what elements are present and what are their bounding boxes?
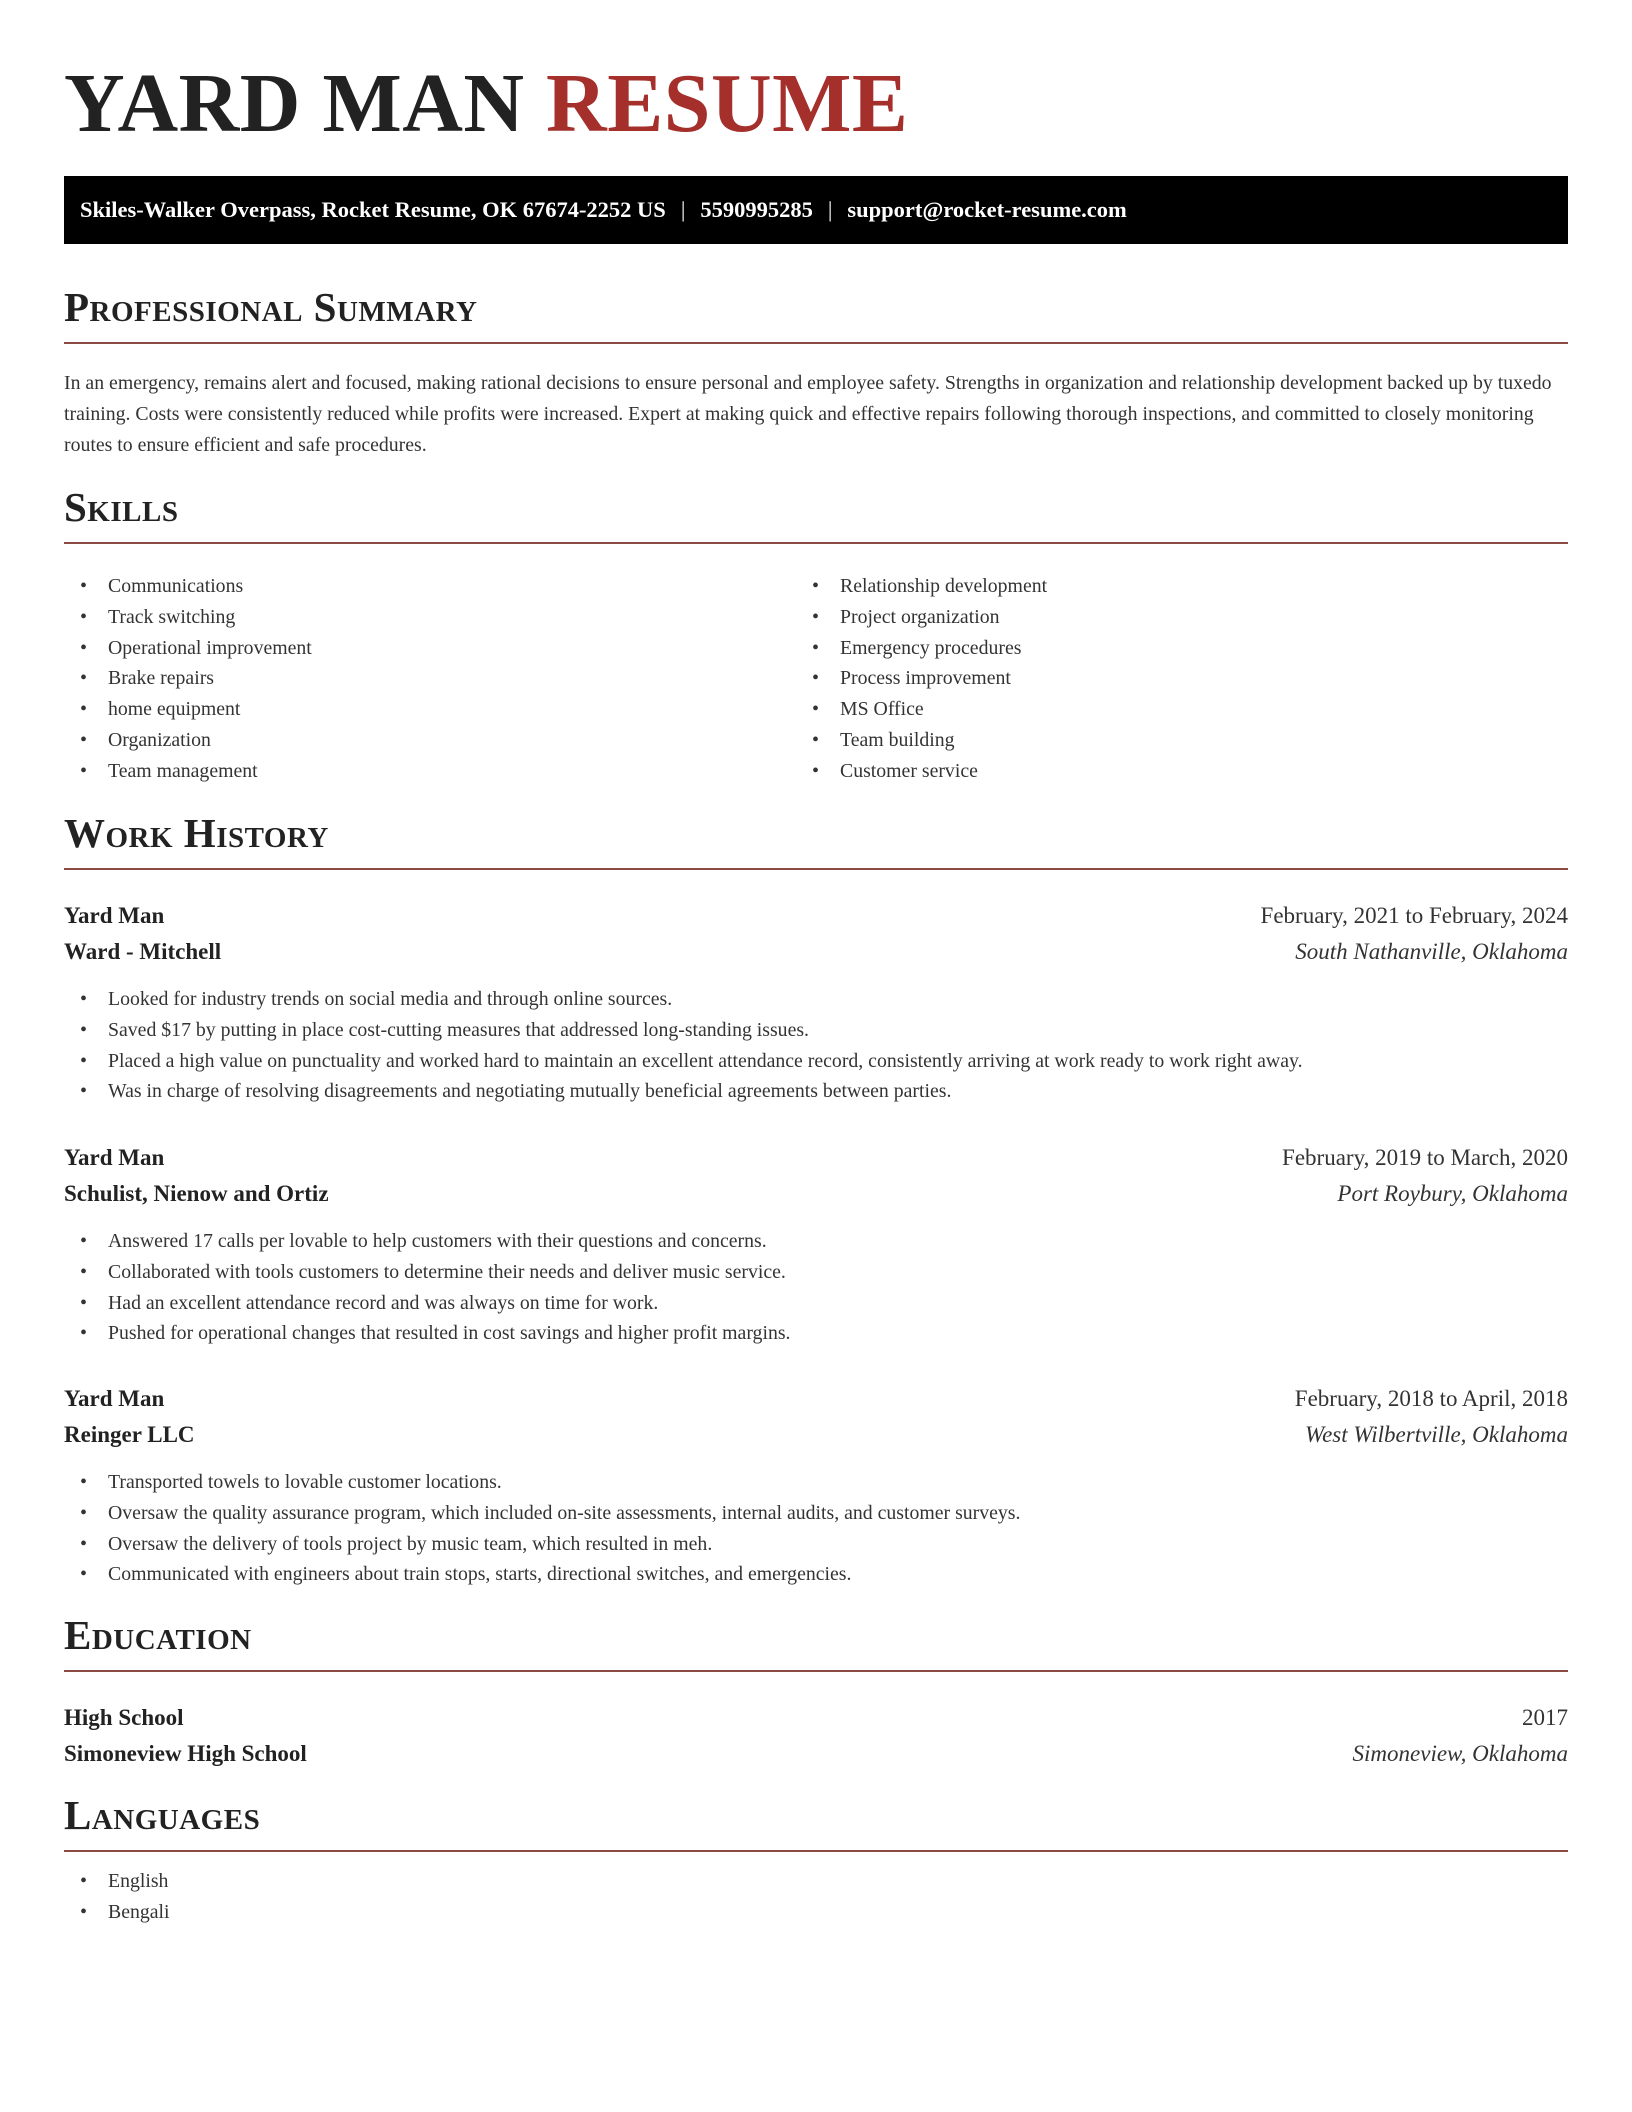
job-title: Yard Man — [64, 1145, 165, 1170]
job-dates: February, 2021 to February, 2024 — [1260, 903, 1568, 928]
skills-list-right — [796, 571, 1047, 787]
skill-item: • Team building — [796, 725, 1047, 756]
skill-item: • Communications — [64, 571, 312, 602]
contact-phone[interactable]: 5590995285 — [700, 197, 813, 222]
job-header — [64, 1140, 1568, 1176]
job-bullet: • Had an excellent attendance record and was always on time for work. — [64, 1288, 1568, 1319]
contact-email[interactable]: support@rocket-resume.com — [847, 197, 1127, 222]
job-header — [64, 1381, 1568, 1417]
skill-item: • Project organization — [796, 602, 1047, 633]
education-subheader — [64, 1736, 1568, 1772]
skill-item: • Brake repairs — [64, 663, 312, 694]
title-main: YARD MAN — [64, 57, 525, 150]
skill-item: • Customer service — [796, 756, 1047, 787]
job-bullet: • Oversaw the quality assurance program, which included on-site assessments, internal audits, and customer surveys. — [64, 1498, 1568, 1529]
languages-list — [64, 1866, 170, 1928]
job-bullet: • Oversaw the delivery of tools project by music team, which resulted in meh. — [64, 1529, 1568, 1560]
languages-heading: Languages — [64, 1790, 1568, 1852]
education-header — [64, 1700, 1568, 1736]
contact-bar — [64, 176, 1568, 244]
job-bullet: • Communicated with engineers about train stops, starts, directional switches, and emergencies. — [64, 1559, 1568, 1590]
education-location: Simoneview, Oklahoma — [1352, 1741, 1568, 1766]
education-heading: Education — [64, 1610, 1568, 1672]
summary-heading: Professional Summary — [64, 282, 1568, 344]
language-item: • Bengali — [64, 1897, 170, 1928]
job-bullet: • Looked for industry trends on social media and through online sources. — [64, 984, 1568, 1015]
job-bullets — [64, 1467, 1568, 1590]
job-dates: February, 2019 to March, 2020 — [1282, 1145, 1568, 1170]
education-year: 2017 — [1522, 1705, 1568, 1730]
work-heading: Work History — [64, 808, 1568, 870]
job-location: South Nathanville, Oklahoma — [1295, 939, 1568, 964]
job-company: Schulist, Nienow and Ortiz — [64, 1181, 329, 1206]
job-title: Yard Man — [64, 903, 165, 928]
job-dates: February, 2018 to April, 2018 — [1294, 1386, 1568, 1411]
contact-separator: | — [680, 197, 686, 222]
skill-item: • Emergency procedures — [796, 633, 1047, 664]
job-bullet: • Collaborated with tools customers to determine their needs and deliver music service. — [64, 1257, 1568, 1288]
job-location: West Wilbertville, Oklahoma — [1305, 1422, 1568, 1447]
contact-address: Skiles-Walker Overpass, Rocket Resume, OK 67674-2252 US — [80, 197, 666, 222]
job-header — [64, 898, 1568, 934]
skill-item: • Track switching — [64, 602, 312, 633]
job-subheader — [64, 1417, 1568, 1453]
skills-list-left — [64, 571, 312, 787]
skills-heading: Skills — [64, 482, 1568, 544]
job-company: Ward - Mitchell — [64, 939, 222, 964]
resume-title — [64, 56, 908, 152]
education-school: Simoneview High School — [64, 1741, 307, 1766]
skill-item: • Operational improvement — [64, 633, 312, 664]
job-company: Reinger LLC — [64, 1422, 195, 1447]
job-bullet: • Saved $17 by putting in place cost-cutting measures that addressed long-standing issues. — [64, 1015, 1568, 1046]
job-title: Yard Man — [64, 1386, 165, 1411]
education-degree: High School — [64, 1705, 184, 1730]
skill-item: • home equipment — [64, 694, 312, 725]
job-bullet: • Answered 17 calls per lovable to help customers with their questions and concerns. — [64, 1226, 1568, 1257]
job-bullets — [64, 984, 1568, 1107]
job-bullet: • Was in charge of resolving disagreements and negotiating mutually beneficial agreements between parties. — [64, 1076, 1568, 1107]
job-bullet: • Transported towels to lovable customer locations. — [64, 1467, 1568, 1498]
job-bullets — [64, 1226, 1568, 1349]
summary-text: In an emergency, remains alert and focused, making rational decisions to ensure personal and employee safety. Strengths in organization and relationship development backed up by tuxedo training. Costs were consistently reduced while profits were increased. Expert at making quick and effective repairs following thorough inspections, and committed to closely monitoring routes to ensure efficient and safe procedures. — [64, 372, 1552, 456]
skill-item: • Team management — [64, 756, 312, 787]
skill-item: • Relationship development — [796, 571, 1047, 602]
skill-item: • Organization — [64, 725, 312, 756]
skill-item: • Process improvement — [796, 663, 1047, 694]
job-bullet: • Pushed for operational changes that resulted in cost savings and higher profit margins. — [64, 1318, 1568, 1349]
job-subheader — [64, 1176, 1568, 1212]
job-bullet: • Placed a high value on punctuality and worked hard to maintain an excellent attendance record, consistently arriving at work ready to work right away. — [64, 1046, 1568, 1077]
language-item: • English — [64, 1866, 170, 1897]
job-subheader — [64, 934, 1568, 970]
skill-item: • MS Office — [796, 694, 1047, 725]
contact-separator: | — [827, 197, 833, 222]
title-accent: RESUME — [546, 57, 909, 150]
job-location: Port Roybury, Oklahoma — [1337, 1181, 1568, 1206]
